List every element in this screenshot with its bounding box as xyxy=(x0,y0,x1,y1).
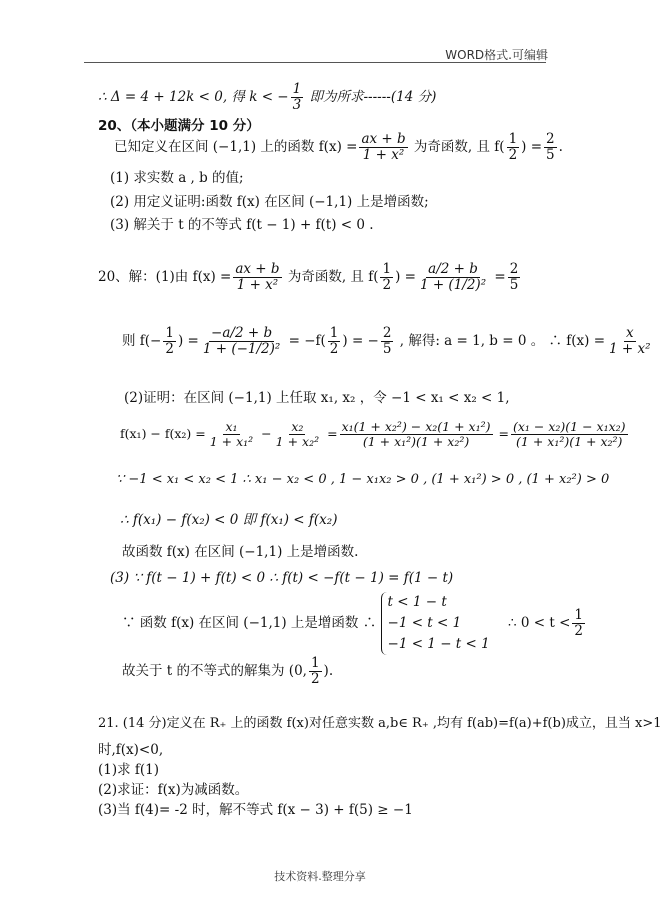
solution-20-conclusion-inequality: ∴ f(x₁) − f(x₂) < 0 即 f(x₁) < f(x₂) xyxy=(120,512,338,528)
problem-21-part-2: (2)求证：f(x)为减函数。 xyxy=(98,782,249,798)
solution-20-part-2-setup: (2)证明：在区间 (−1,1) 上任取 x₁, x₂ ，令 −1 < x₁ < x₂ < 1, xyxy=(124,390,510,406)
solution-20-answer: 故关于 t 的不等式的解集为 (0, $\frac{1}{2}$ ). xyxy=(122,655,334,687)
problem-21-condition: 时,f(x)<0, xyxy=(98,742,164,758)
solution-20-sign-analysis: ∵ −1 < x₁ < x₂ < 1 ∴ x₁ − x₂ < 0 , 1 − x₁x₂ > 0 , (1 + x₁²) > 0 , (1 + x₂²) > 0 xyxy=(116,472,610,487)
solution-20-part-3-step: (3) ∵ f(t − 1) + f(t) < 0 ∴ f(t) < −f(t − 1) = f(1 − t) xyxy=(110,570,454,586)
page-footer: 技术资料.整理分享 xyxy=(274,870,366,883)
fraction: $\frac{1}{3}$ xyxy=(292,81,302,113)
problem-21-part-3: (3)当 f(4)= -2 时，解不等式 f(x − 3) + f(5) ≥ −1 xyxy=(98,802,413,818)
solution-20-system: ∵ 函数 f(x) 在区间 (−1,1) 上是增函数 ∴ t < 1 − t −1 < t < 1 −1 < 1 − t < 1 ∴ 0 < t < $\frac{1}{2}$ xyxy=(122,592,587,655)
solution-20-part-1: 20、解：(1)由 f(x) = $\frac{ax + b}{\text{1 + x²}}$ 为奇函数, 且 f( $\frac{1}{2}$ ) = $\frac{a/2 + b}{\text{1 + (1/2)²}}$ = $\frac{2}{5}$ xyxy=(98,261,519,293)
problem-20-part-2: (2) 用定义证明:函数 f(x) 在区间 (−1,1) 上是增函数; xyxy=(110,194,429,210)
text: 即为所求------(14 分) xyxy=(305,88,437,105)
inequality-system: t < 1 − t −1 < t < 1 −1 < 1 − t < 1 xyxy=(381,592,490,655)
problem-20-part-1: (1) 求实数 a , b 的值; xyxy=(110,170,244,186)
problem-20-part-3: (3) 解关于 t 的不等式 f(t − 1) + f(t) < 0 . xyxy=(110,217,374,233)
header-rule xyxy=(84,62,546,63)
conclusion-line-19 xyxy=(98,82,436,113)
problem-21-statement: 21. (14 分)定义在 R₊ 上的函数 f(x)对任意实数 a,b∈ R₊ ,均有 f(ab)=f(a)+f(b)成立，且当 x>1 xyxy=(98,716,662,731)
problem-20-statement: 已知定义在区间 (−1,1) 上的函数 f(x) = $\frac{ax + b}{\text{1 + x²}}$ 为奇函数, 且 f( $\frac{1}{2}$ ) = $\frac{2}{5}$ . xyxy=(114,131,563,163)
text: ∴ Δ = 4 + 12k < 0, 得 k < − xyxy=(98,88,289,105)
page-header: WORD格式.可编辑 xyxy=(445,48,548,62)
problem-21-part-1: (1)求 f(1) xyxy=(98,762,160,778)
solution-20-part-2-conclusion: 故函数 f(x) 在区间 (−1,1) 上是增函数. xyxy=(122,544,359,560)
solution-20-difference: f(x₁) − f(x₂) = $\frac{\text{x₁}}{\text{1 + x₁²}}$ − $\frac{\text{x₂}}{\text{1 + x₂²}}$ = $\frac{\text{x₁(1 + x₂²) − x₂(1 + x₁²)}}{\text{(1 + x₁²)(1 + x₂²)}}$ = $\frac{\text{(x₁ − x₂)(1 − x₁x₂)}}{\text{(1 + x₁²)(1 + x₂²)}}$ xyxy=(120,419,626,449)
solution-20-part-1-result: 则 f(− $\frac{1}{2}$ ) = $\frac{-a/2 + b}{\text{1 + (−1/2)²}}$ = −f( $\frac{1}{2}$ ) = − $\frac{2}{5}$ , 解得: a = 1, b = 0 。 ∴ f(x) = $\frac{x}{\text{1 + x²}}$ xyxy=(122,325,651,357)
problem-20-heading: 20、（本小题满分 10 分） xyxy=(98,118,260,134)
